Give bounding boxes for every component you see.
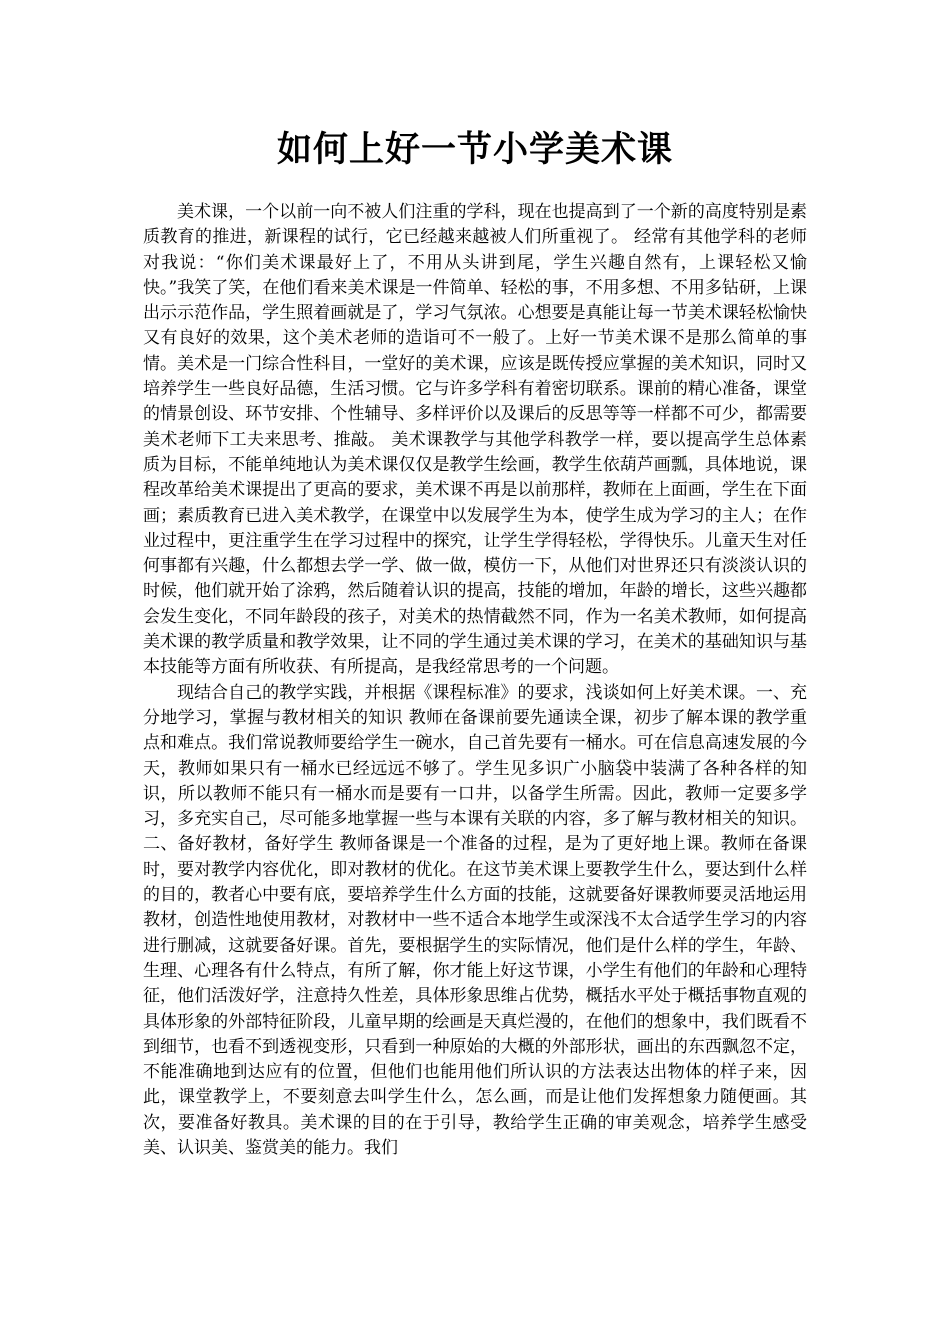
document-body: [143, 200, 807, 1161]
paragraph-1: 美术课，一个以前一向不被人们注重的学科，现在也提高到了一个新的高度特别是素质教育的推进，新课程的试行，它已经越来越被人们所重视了。 经常有其他学科的老师对我说：“你们美术课最好上了，不用从头讲到尾，学生兴趣自然有，上课轻松又愉快。”我笑了笑，在他们看来美术课是一件简单、轻松的事，不用多想、不用多钻研，上课出示示范作品，学生照着画就是了，学习气氛浓。心想要是真能让每一节美术课轻松愉快又有良好的效果，这个美术老师的造诣可不一般了。上好一节美术课不是那么简单的事情。美术是一门综合性科目，一堂好的美术课，应该是既传授应掌握的美术知识，同时又培养学生一些良好品德，生活习惯。它与许多学科有着密切联系。课前的精心准备，课堂的情景创设、环节安排、个性辅导、多样评价以及课后的反思等等一样都不可少，都需要美术老师下工夫来思考、推敲。 美术课教学与其他学科教学一样，要以提高学生总体素质为目标，不能单纯地认为美术课仅仅是教学生绘画，教学生依葫芦画瓢，具体地说，课程改革给美术课提出了更高的要求，美术课不再是以前那样，教师在上面画，学生在下面画；素质教育已进入美术教学，在课堂中以发展学生为本，使学生成为学习的主人；在作业过程中，更注重学生在学习过程中的探究，让学生学得轻松，学得快乐。儿童天生对任何事都有兴趣，什么都想去学一学、做一做，模仿一下，从他们对世界还只有淡淡认识的时候，他们就开始了涂鸦，然后随着认识的提高，技能的增加，年龄的增长，这些兴趣都会发生变化，不同年龄段的孩子，对美术的热情截然不同，作为一名美术教师，如何提高美术课的教学质量和教学效果，让不同的学生通过美术课的学习，在美术的基础知识与基本技能等方面有所收获、有所提高，是我经常思考的一个问题。: [143, 202, 807, 678]
paragraph-2: 现结合自己的教学实践，并根据《课程标准》的要求，浅谈如何上好美术课。一、充分地学习，掌握与教材相关的知识 教师在备课前要先通读全课，初步了解本课的教学重点和难点。我们常说教师要给学生一碗水，自己首先要有一桶水。可在信息高速发展的今天，教师如果只有一桶水已经远远不够了。学生见多识广小脑袋中装满了各种各样的知识，所以教师不能只有一桶水而是要有一口井，以备学生所需。因此，教师一定要多学习，多充实自己，尽可能多地掌握一些与本课有关联的内容，多了解与教材相关的知识。 二、备好教材，备好学生 教师备课是一个准备的过程，是为了更好地上课。教师在备课时，要对教学内容优化，即对教材的优化。在这节美术课上要教学生什么，要达到什么样的目的，教者心中要有底，要培养学生什么方面的技能，这就要备好课教师要灵活地运用教材，创造性地使用教材，对教材中一些不适合本地学生或深浅不太合适学生学习的内容进行删减，这就要备好课。首先，要根据学生的实际情况，他们是什么样的学生，年龄、生理、心理各有什么特点，有所了解，你才能上好这节课，小学生有他们的年龄和心理特征，他们活泼好学，注意持久性差，具体形象思维占优势，概括水平处于概括事物直观的具体形象的外部特征阶段，儿童早期的绘画是天真烂漫的，在他们的想象中，我们既看不到细节，也看不到透视变形，只看到一种原始的大概的外部形状，画出的东西飘忽不定，不能准确地到达应有的位置，但他们也能用他们所认识的方法表达出物体的样子来，因此，课堂教学上，不要刻意去叫学生什么，怎么画，而是让他们发挥想象力随便画。其次，要准备好教具。美术课的目的在于引导，教给学生正确的审美观念，培养学生感受美、认识美、鉴赏美的能力。我们: [143, 682, 807, 1158]
document-title: 如何上好一节小学美术课: [276, 129, 673, 170]
